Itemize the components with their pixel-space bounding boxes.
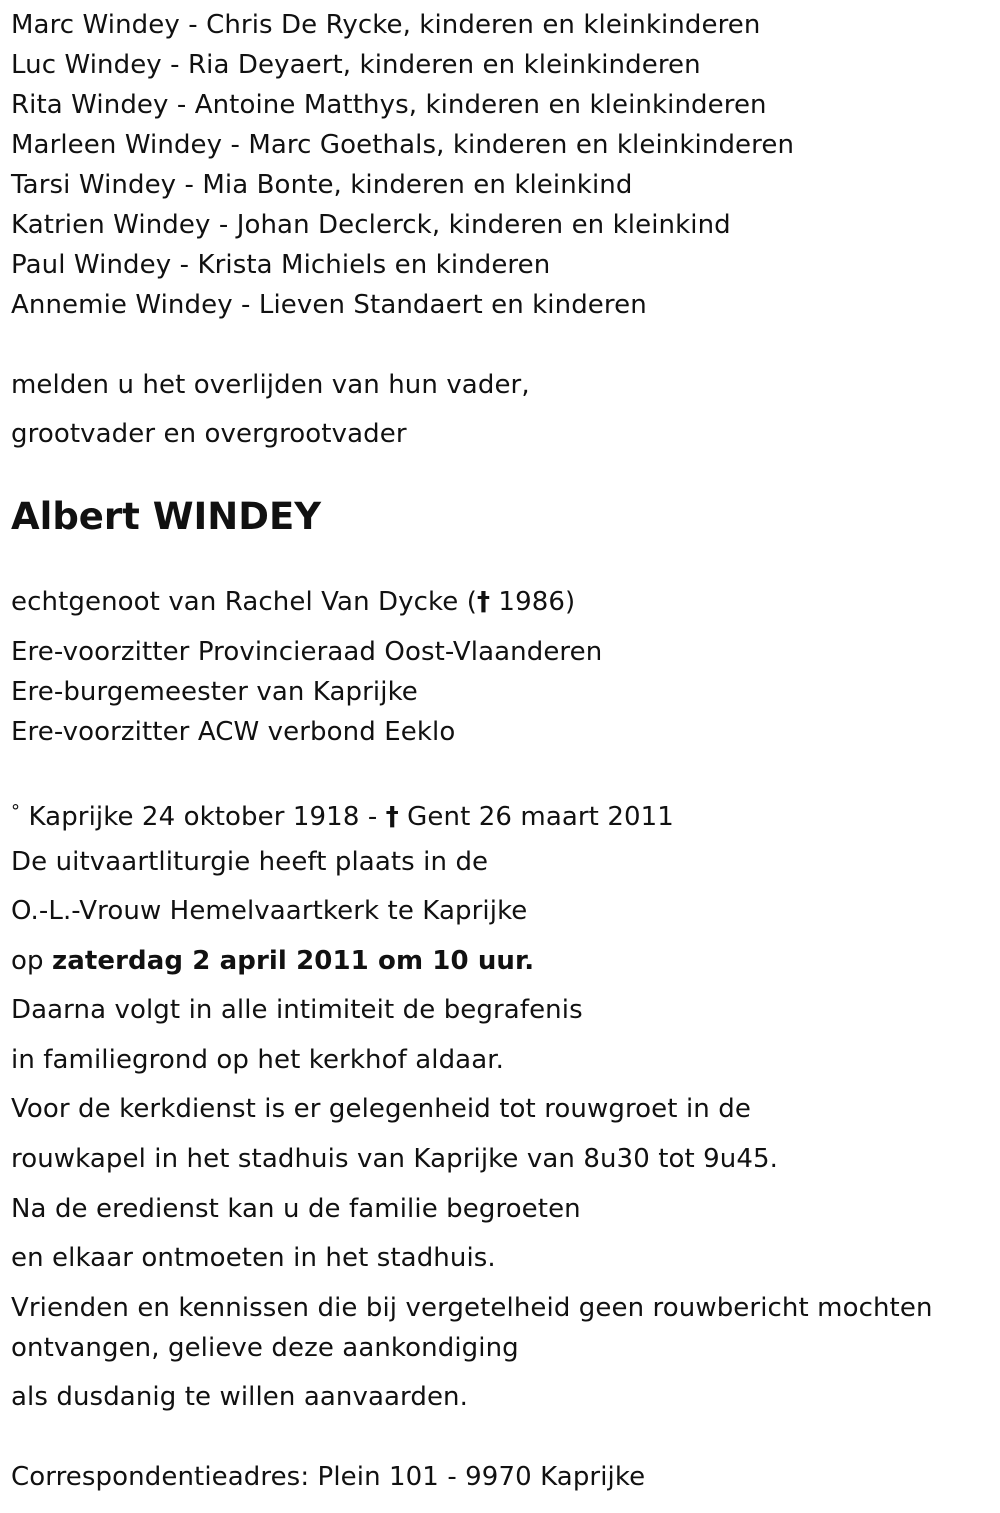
detail-line: rouwkapel in het stadhuis van Kaprijke van 8u30 tot 9u45. <box>11 1144 779 1174</box>
family-line: Katrien Windey - Johan Declerck, kinderen en kleinkind <box>11 210 731 240</box>
spouse-year: 1986) <box>490 587 576 617</box>
liturgy-line: De uitvaartliturgie heeft plaats in de <box>11 847 489 877</box>
service-date-line <box>11 941 534 981</box>
spouse-line <box>11 582 575 622</box>
family-line: Paul Windey - Krista Michiels en kinderen <box>11 250 551 280</box>
detail-line: Na de eredienst kan u de familie begroeten <box>11 1194 581 1224</box>
family-line: Luc Windey - Ria Deyaert, kinderen en kleinkinderen <box>11 50 701 80</box>
spouse-text: echtgenoot van Rachel Van Dycke ( <box>11 587 477 617</box>
cross-icon: † <box>385 802 399 832</box>
detail-line: Vrienden en kennissen die bij vergetelheid geen rouwbericht mochten <box>11 1293 933 1323</box>
announce-line: melden u het overlijden van hun vader, <box>11 370 530 400</box>
detail-line: ontvangen, gelieve deze aankondiging <box>11 1333 519 1363</box>
service-date: zaterdag 2 april 2011 om 10 uur. <box>51 946 535 976</box>
family-line: Tarsi Windey - Mia Bonte, kinderen en kleinkind <box>11 170 633 200</box>
birth-text: Kaprijke 24 oktober 1918 - <box>20 802 386 832</box>
detail-line: in familiegrond op het kerkhof aldaar. <box>11 1045 505 1075</box>
title-line: Ere-voorzitter Provincieraad Oost-Vlaanderen <box>11 637 603 667</box>
correspondence-address: Correspondentieadres: Plein 101 - 9970 Kaprijke <box>11 1462 646 1492</box>
detail-line: Daarna volgt in alle intimiteit de begrafenis <box>11 995 583 1025</box>
service-date-prefix: op <box>11 946 52 976</box>
family-line: Marleen Windey - Marc Goethals, kinderen en kleinkinderen <box>11 130 795 160</box>
family-line: Rita Windey - Antoine Matthys, kinderen en kleinkinderen <box>11 90 767 120</box>
announce-line: grootvader en overgrootvader <box>11 419 407 449</box>
title-line: Ere-voorzitter ACW verbond Eeklo <box>11 717 456 747</box>
detail-line: en elkaar ontmoeten in het stadhuis. <box>11 1243 496 1273</box>
liturgy-line: O.-L.-Vrouw Hemelvaartkerk te Kaprijke <box>11 896 528 926</box>
birth-icon: ° <box>11 801 21 822</box>
detail-line: als dusdanig te willen aanvaarden. <box>11 1382 469 1412</box>
cross-icon: † <box>476 587 491 617</box>
dates-line <box>11 792 674 837</box>
detail-line: Voor de kerkdienst is er gelegenheid tot rouwgroet in de <box>11 1094 751 1124</box>
death-text: Gent 26 maart 2011 <box>398 802 674 832</box>
title-line: Ere-burgemeester van Kaprijke <box>11 677 418 707</box>
family-line: Marc Windey - Chris De Rycke, kinderen en kleinkinderen <box>11 10 761 40</box>
deceased-name: Albert WINDEY <box>11 495 322 538</box>
family-line: Annemie Windey - Lieven Standaert en kinderen <box>11 290 647 320</box>
